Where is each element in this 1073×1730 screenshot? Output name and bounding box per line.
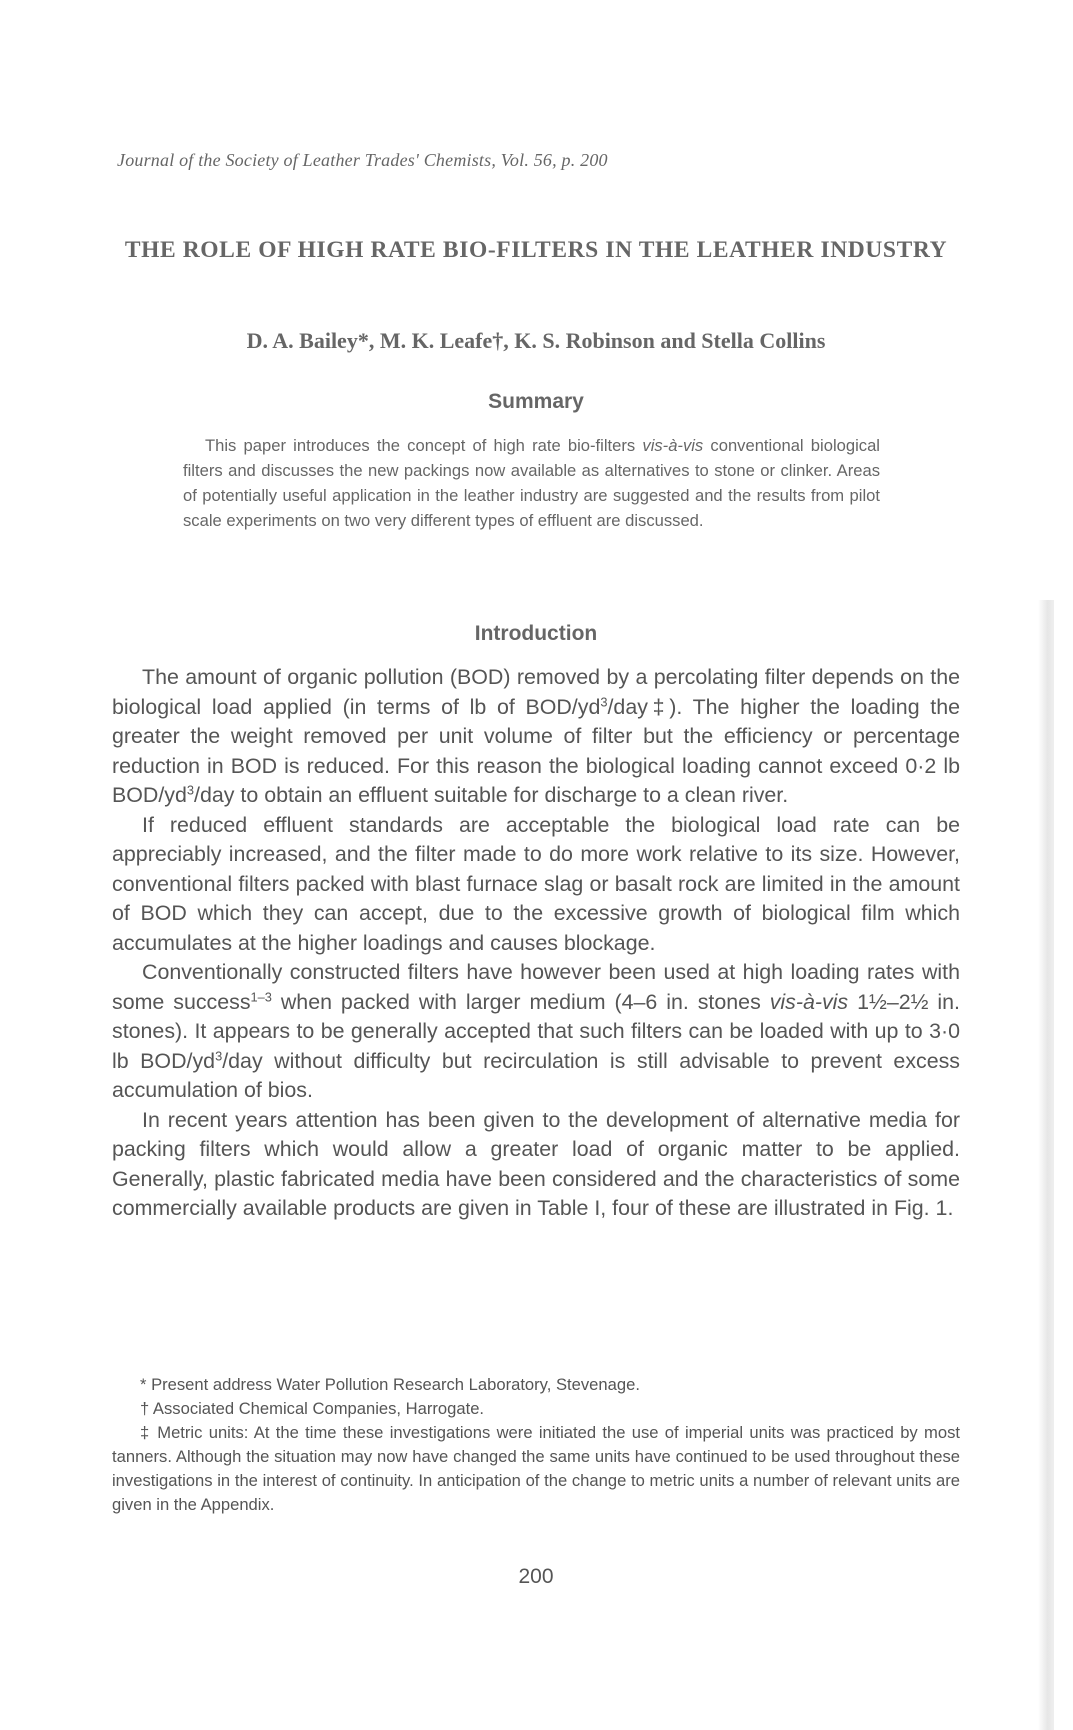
body-paragraph-4: In recent years attention has been given to the development of alternative media for packing filters which would allow a greater load of organic matter to be applied. Generally, plastic fabricated media have been considered and the characteristics of some commercially available products are given in Table I, four of these are illustrated in Fig. 1. (112, 1107, 960, 1220)
summary-italic: vis-à-vis (642, 436, 704, 455)
text-run: Conventionally constructed filters have however been used at high loading rates with some success (112, 960, 960, 1014)
text-run: /day‡). The higher the loading the greater the weight removed per unit volume of filter but the efficiency or percentage reduction in BOD is reduced. For this reason the biological loading cannot exceed 0·2 lb BOD/yd (112, 694, 960, 807)
page-number: 200 (518, 1565, 554, 1588)
summary-text: conventional biological filters and discusses the new packings now available as alternatives to stone or clinker. Areas of potentially useful application in the leather industry are suggested and the results from pilot scale experiments on two very different types of effluent are discussed. (183, 436, 880, 530)
italic-run: vis-à-vis (769, 989, 849, 1014)
body-paragraph-1 (112, 663, 960, 811)
text-run: The amount of organic pollution (BOD) removed by a percolating filter depends on the biological load applied (in terms of lb of BOD/yd (112, 665, 960, 719)
text-run: when packed with larger medium (4–6 in. stones (271, 989, 770, 1014)
text-run: /day without difficulty but recirculation is still advisable to prevent excess accumulation of bios. (112, 1048, 960, 1102)
superscript: 3 (215, 1047, 223, 1063)
summary-paragraph (183, 433, 880, 533)
summary-heading: Summary (488, 390, 584, 413)
footnote-1: * Present address Water Pollution Research Laboratory, Stevenage. (140, 1375, 640, 1394)
text-run: 1½–2½ in. stones). It appears to be generally accepted that such filters can be loaded with up to 3·0 lb BOD/yd (112, 989, 960, 1073)
text-run: /day to obtain an effluent suitable for discharge to a clean river. (194, 783, 789, 807)
running-head: Journal of the Society of Leather Trades' Chemists, Vol. 56, p. 200 (117, 150, 608, 170)
summary-text: This paper introduces the concept of high rate bio-filters (205, 436, 643, 455)
superscript: 3 (186, 782, 195, 798)
superscript: 3 (600, 693, 608, 709)
body-paragraph-2: If reduced effluent standards are acceptable the biological load rate can be appreciably increased, and the filter made to do more work relative to its size. However, conventional filters packed with blast furnace slag or basalt rock are limited in the amount of BOD which they can accept, due to the excessive growth of biological film which accumulates at the higher loadings and causes blockage. (112, 812, 960, 955)
page-edge-shadow (1038, 600, 1054, 1730)
footnote-3: ‡ Metric units: At the time these investigations were initiated the use of imperial units was practiced by most tanners. Although the situation may now have changed the same units have continued to be used throughout these investigations in the interest of continuity. In anticipation of the change to metric units a number of relevant units are given in the Appendix. (112, 1423, 960, 1514)
introduction-heading: Introduction (474, 622, 598, 645)
footnotes (112, 1373, 960, 1517)
reference-superscript: 1–3 (250, 988, 272, 1004)
summary-abstract (183, 433, 880, 533)
footnote-2: † Associated Chemical Companies, Harrogate. (140, 1399, 485, 1418)
body-paragraph-3 (112, 958, 960, 1106)
paper-title: THE ROLE OF HIGH RATE BIO-FILTERS IN THE LEATHER INDUSTRY (124, 237, 948, 263)
authors: D. A. Bailey*, M. K. Leafe†, K. S. Robinson and Stella Collins (246, 328, 826, 353)
introduction-body (112, 663, 960, 1224)
